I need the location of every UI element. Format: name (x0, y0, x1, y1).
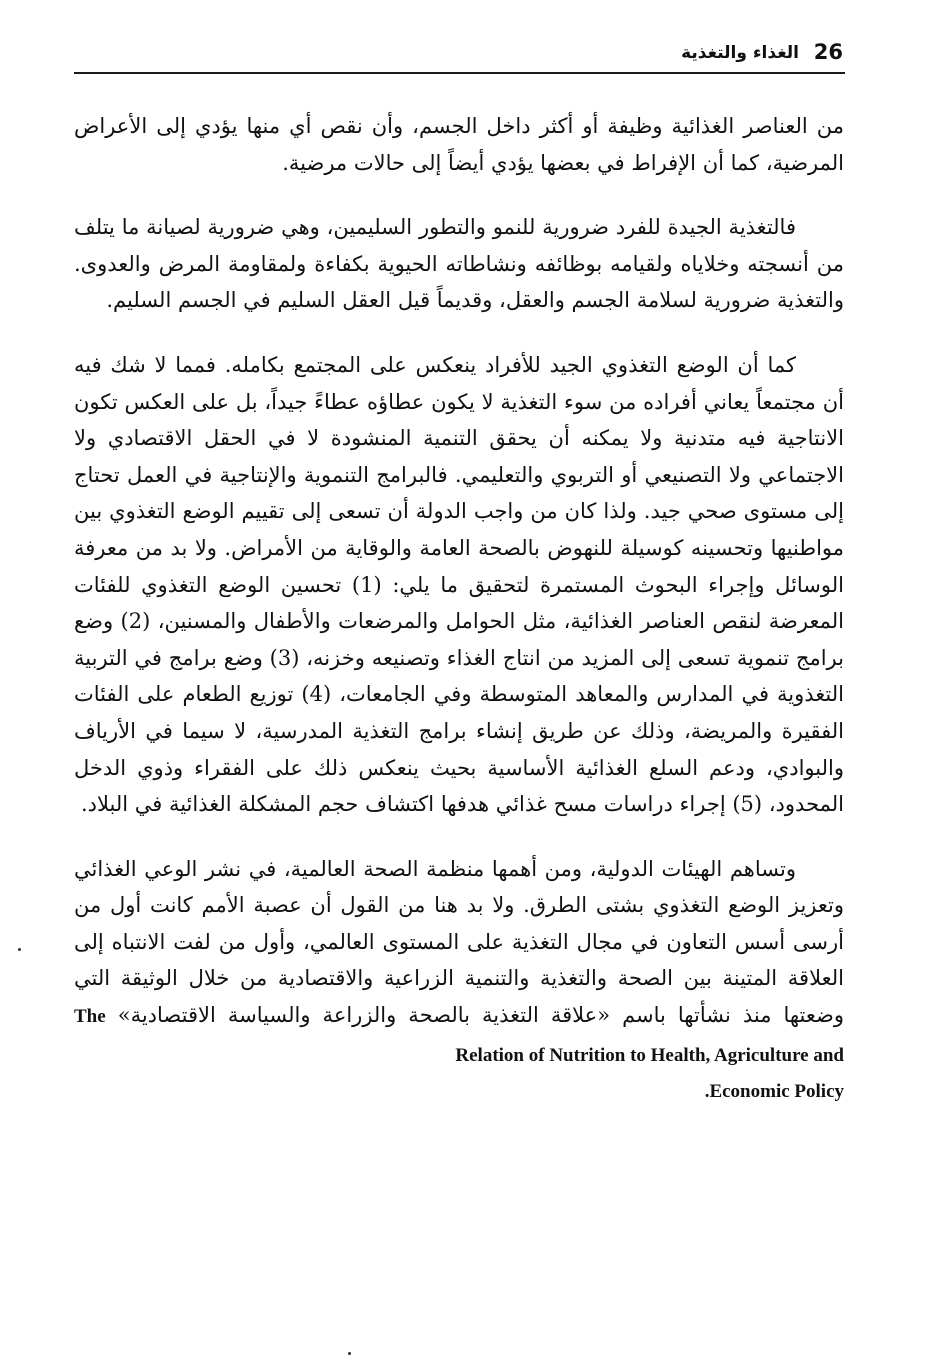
page-number: 26 (813, 40, 843, 64)
paragraph-4-arabic: وتساهم الهيئات الدولية، ومن أهمها منظمة الصحة العالمية، في نشر الوعي الغذائي وتعزيز الوضع التغذوي بشتى الطرق. ولا بد هنا من القول أن عصبة الأمم كانت أول من أرسى أسس التعاون في مجال التغذية على المستوى العالمي، وأول من لفت الانتباه إلى العلاقة المتينة بين الصحة والتغذية والتنمية الزراعية والاقتصادية من خلال الوثيقة التي وضعتها منذ نشأتها باسم «علاقة التغذية بالصحة والزراعة والسياسة الاقتصادية» (74, 856, 844, 1028)
paragraph-gap (74, 181, 844, 209)
paragraph-gap (74, 823, 844, 851)
running-header (74, 36, 845, 74)
paragraph-gap (74, 319, 844, 347)
paragraph-2: فالتغذية الجيدة للفرد ضرورية للنمو والتطور السليمين، وهي ضرورية لصيانة ما يتلف من أنسجته وخلاياه ولقيامه بوظائفه ونشاطاته الحيوية بكفاءة ولمقاومة المرض والعدوى. والتغذية ضرورية لسلامة الجسم والعقل، وقديماً قيل العقل السليم في الجسم السليم. (74, 215, 844, 313)
english-title-part-1: The Relation of Nutrition to Health, Agriculture and (74, 1006, 844, 1066)
paragraph-1: من العناصر الغذائية وظيفة أو أكثر داخل الجسم، وأن نقص أي منها يؤدي إلى الأعراض المرضية، كما أن الإفراط في بعضها يؤدي أيضاً إلى حالات مرضية. (74, 114, 844, 175)
paragraph-4 (74, 851, 844, 1075)
english-title-part-2: .Economic Policy (704, 1081, 844, 1103)
scan-speck (348, 1352, 351, 1355)
paragraph-3: كما أن الوضع التغذوي الجيد للأفراد ينعكس على المجتمع بكامله. فمما لا شك فيه أن مجتمعاً يعاني أفراده من سوء التغذية لا يكون عطاؤه عطاءً جيداً، بل على العكس تكون الانتاجية فيه متدنية ولا يمكنه أن يحقق التنمية المنشودة لا في الحقل الاقتصادي ولا الاجتماعي ولا التصنيعي أو التربوي والتعليمي. فالبرامج التنموية والإنتاجية في العمل تحتاج إلى مستوى صحي جيد. ولذا كان من واجب الدولة أن تسعى إلى تقييم الوضع التغذوي بين مواطنيها وتحسينه كوسيلة للنهوض بالصحة العامة والوقاية من الأمراض. ولا بد من معرفة الوسائل وإجراء البحوث المستمرة لتحقيق ما يلي: (1) تحسين الوضع التغذوي للفئات المعرضة لنقص العناصر الغذائية، مثل الحوامل والمرضعات والأطفال والمسنين، (2) وضع برامج تنموية تسعى إلى المزيد من انتاج الغذاء وتصنيعه وخزنه، (3) وضع برامج في التربية التغذوية في المدارس والمعاهد المتوسطة وفي الجامعات، (4) توزيع الطعام على الفئات الفقيرة والمريضة، وذلك عن طريق إنشاء برامج التغذية المدرسية، لا سيما في الأرياف والبوادي، ودعم السلع الغذائية الأساسية بحيث ينعكس ذلك على الفقراء وذوي الدخل المحدود، (5) إجراء دراسات مسح غذائي هدفها اكتشاف حجم المشكلة الغذائية في البلاد. (74, 352, 844, 817)
chapter-title: الغذاء والتغذية (681, 43, 799, 63)
scan-speck (18, 948, 21, 951)
body-text (74, 108, 844, 1111)
